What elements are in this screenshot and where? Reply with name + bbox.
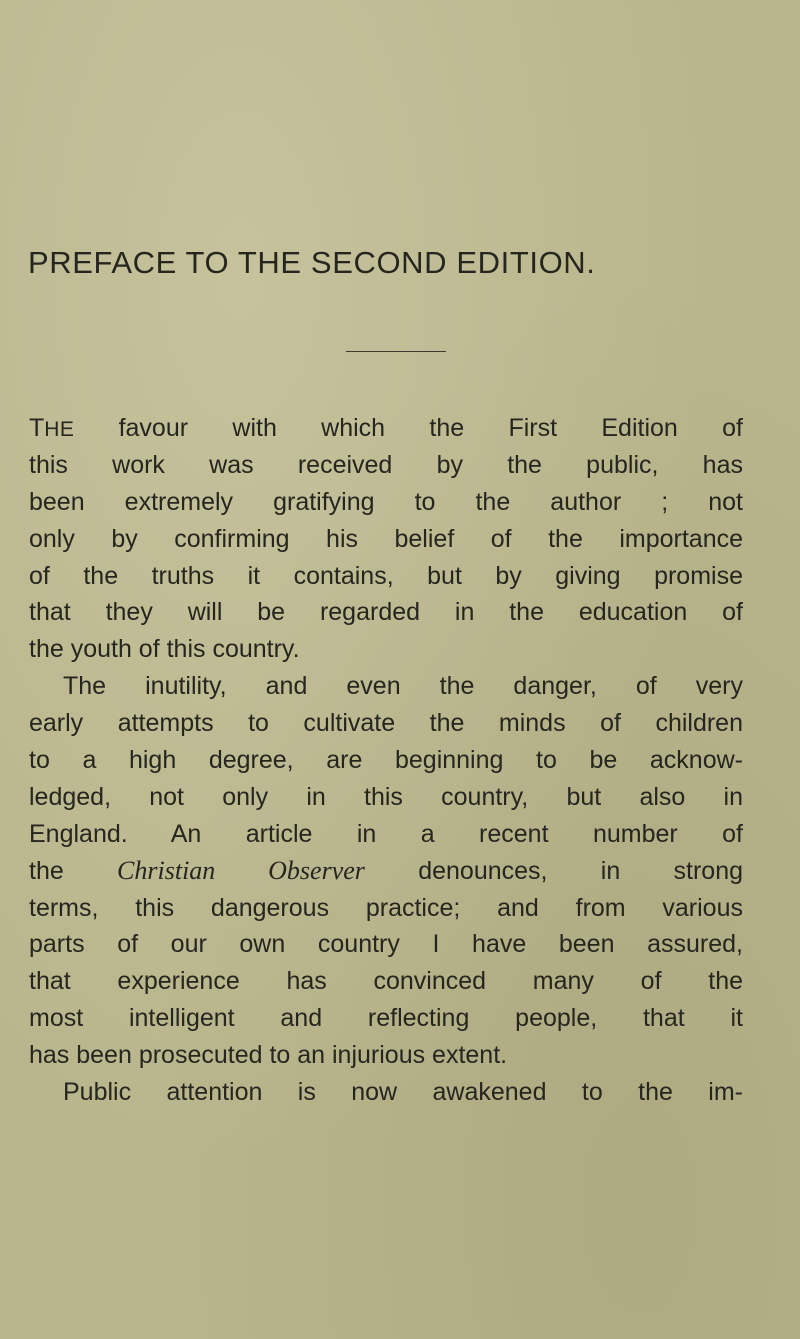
page-title: PREFACE TO THE SECOND EDITION. [28, 245, 596, 280]
text-line: parts of our own country I have been assured, [29, 930, 743, 959]
text-line: the youth of this country. [29, 635, 300, 664]
text-line: early attempts to cultivate the minds of children [29, 709, 743, 738]
text-line: to a high degree, are beginning to be acknow- [29, 746, 743, 775]
text-line: has been prosecuted to an injurious extent. [29, 1041, 508, 1070]
preface-body [29, 410, 743, 1111]
opening-word: THE [29, 414, 75, 442]
text-line: been extremely gratifying to the author ; not [29, 487, 743, 516]
text-line: ledged, not only in this country, but also in [29, 782, 743, 811]
text-line: that they will be regarded in the education of [29, 598, 743, 627]
text-line: only by confirming his belief of the importance [29, 524, 743, 553]
text-line: this work was received by the public, has [29, 450, 743, 479]
text-line: most intelligent and reflecting people, that it [29, 1004, 743, 1033]
text-line: the Christian Observer denounces, in strong [29, 855, 743, 885]
text-line: THE favour with which the First Edition of [29, 414, 743, 442]
text-line: Public attention is now awakened to the im- [63, 1078, 743, 1107]
text-line: terms, this dangerous practice; and from various [29, 893, 743, 922]
publication-title: Christian Observer [117, 855, 365, 885]
text-line: England. An article in a recent number of [29, 819, 743, 848]
text-line: of the truths it contains, but by giving promise [29, 561, 743, 590]
section-divider [346, 351, 446, 352]
text-line: The inutility, and even the danger, of very [63, 672, 743, 701]
text-line: that experience has convinced many of the [29, 967, 743, 996]
